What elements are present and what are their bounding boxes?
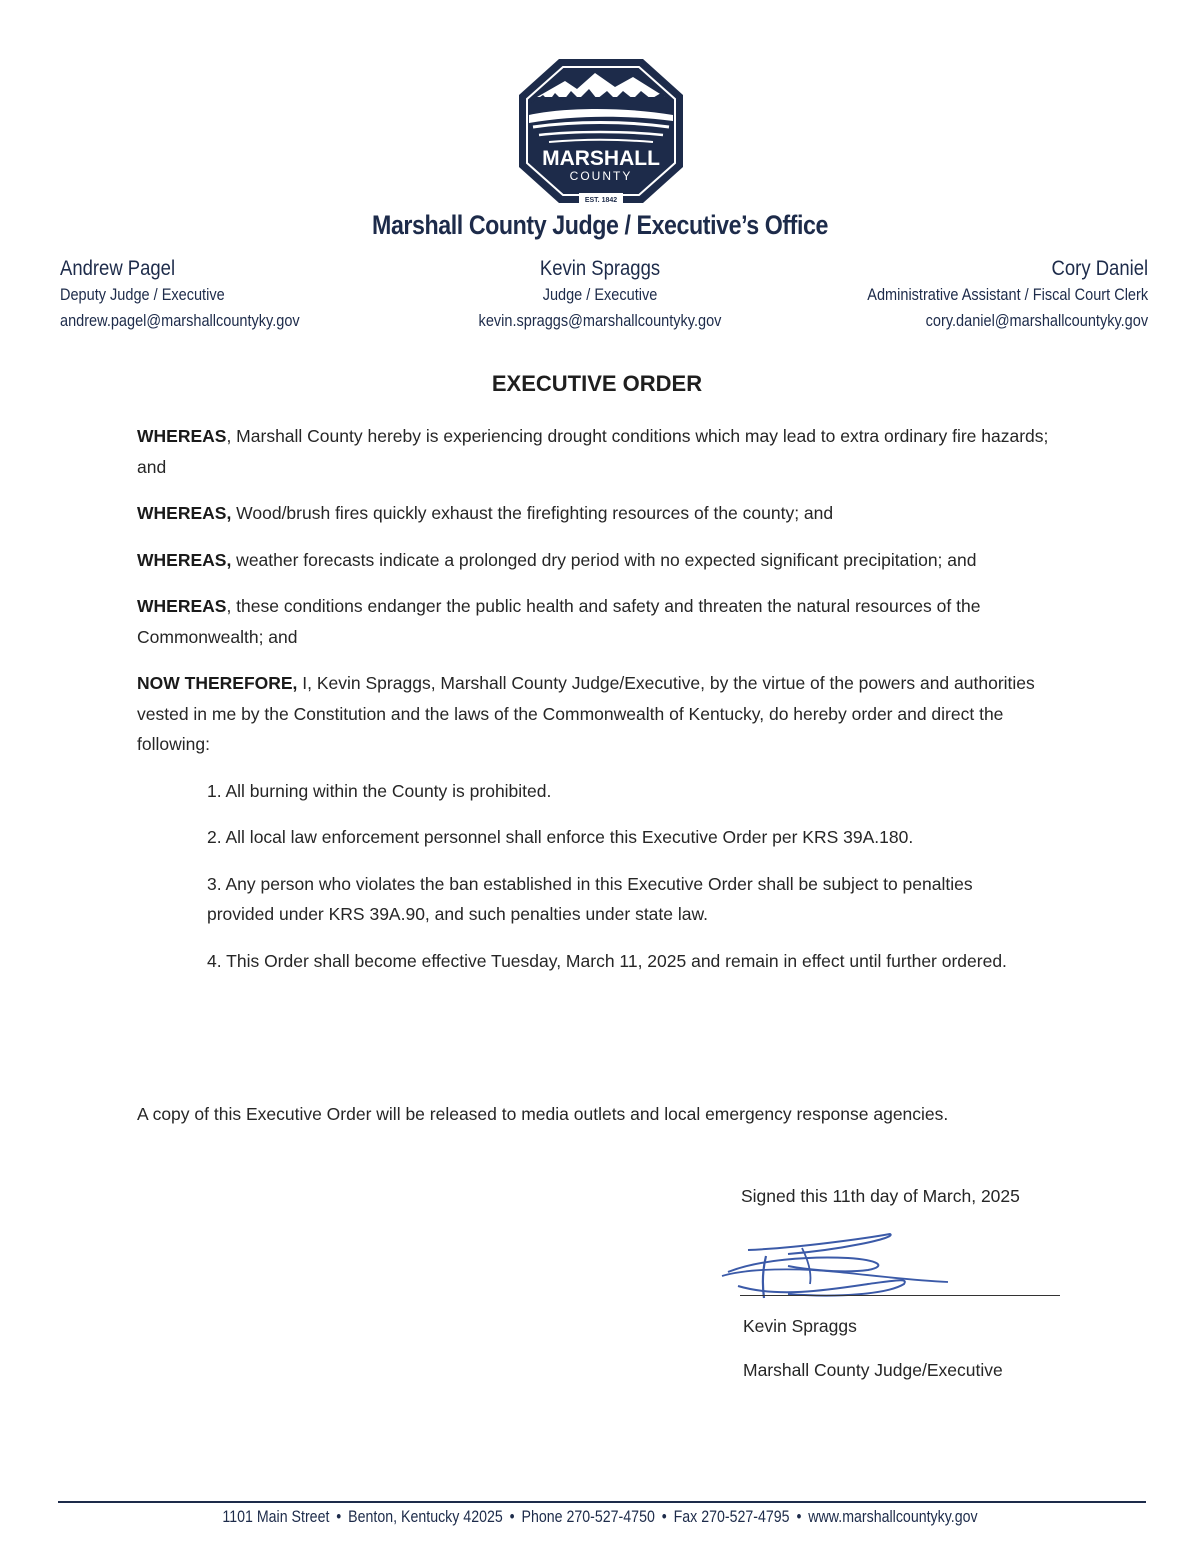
clause-lead: WHEREAS, [137,549,232,570]
clause-lead: NOW THEREFORE, [137,673,298,693]
footer-separator: • [509,1508,515,1526]
staff-role: Administrative Assistant / Fiscal Court Clerk [867,286,1148,304]
clause-text: weather forecasts indicate a prolonged dry period with no expected significant precipitation; and [231,549,977,570]
order-item: 1. All burning within the County is prohibited. [207,780,552,801]
staff-name: Andrew Pagel [60,257,176,280]
staff-role: Judge / Executive [542,286,658,304]
order-item: 2. All local law enforcement personnel shall enforce this Executive Order per KRS 39A.180. [207,827,914,847]
staff-email: kevin.spraggs@marshallcountyky.gov [478,312,722,330]
whereas-clause [137,421,1067,482]
footer-phone: Phone 270-527-4750 [521,1508,655,1526]
whereas-clause [137,498,1067,529]
clause-text: I, Kevin Spraggs, Marshall County Judge/Executive, by the virtue of the powers and authorities vested in me by the Constitution and the laws of the Commonwealth of Kentucky, do hereby order and direct the following: [137,673,1035,754]
order-item: 3. Any person who violates the ban established in this Executive Order shall be subject to penalties provided under KRS 39A.90, and such penalties under state law. [207,873,973,924]
office-title: Marshall County Judge / Executive’s Office [372,210,828,240]
staff-email: cory.daniel@marshallcountyky.gov [925,312,1148,330]
whereas-clause [137,591,1067,652]
signer-title: Marshall County Judge/Executive [743,1360,1003,1380]
clause-lead: WHEREAS, [137,503,232,523]
footer-city: Benton, Kentucky 42025 [348,1508,503,1526]
order-list [207,776,1067,977]
footer-fax: Fax 270-527-4795 [673,1508,790,1526]
signature-icon [718,1228,1068,1308]
clause-text: , Marshall County hereby is experiencing drought conditions which may lead to extra ordinary fire hazards; and [137,426,1049,477]
marshall-county-logo-icon [515,55,687,207]
now-therefore-clause [137,668,1067,760]
logo-name: MARSHALL [542,147,660,170]
clause-lead: WHEREAS [137,426,227,446]
clause-lead: WHEREAS [137,596,227,616]
footer-separator: • [661,1508,667,1526]
signed-date: Signed this 11th day of March, 2025 [741,1186,1020,1206]
staff-email: andrew.pagel@marshallcountyky.gov [60,312,300,330]
footer-contact [84,1508,1116,1527]
clause-text: , these conditions endanger the public health and safety and threaten the natural resources of the Commonwealth; and [137,596,981,647]
order-body [137,421,1067,992]
footer-separator: • [336,1508,342,1526]
footer-separator: • [796,1508,802,1526]
document-heading: EXECUTIVE ORDER [491,371,703,396]
logo-sub: COUNTY [569,169,633,183]
copy-notice: A copy of this Executive Order will be released to media outlets and local emergency response agencies. [137,1104,949,1124]
whereas-clause [137,545,1067,576]
signer-name: Kevin Spraggs [743,1316,857,1336]
staff-role: Deputy Judge / Executive [60,286,225,304]
footer-rule [58,1501,1146,1503]
clause-text: Wood/brush fires quickly exhaust the firefighting resources of the county; and [231,503,834,523]
footer-address: 1101 Main Street [222,1508,330,1526]
signature-line [740,1295,1060,1296]
staff-clerk [867,255,1148,334]
staff-name: Kevin Spraggs [539,257,661,280]
footer-website-link[interactable]: www.marshallcountyky.gov [808,1508,978,1526]
logo-est: EST. 1842 [584,197,618,204]
order-item: 4. This Order shall become effective Tuesday, March 11, 2025 and remain in effect until further ordered. [207,950,1007,971]
staff-name: Cory Daniel [1051,257,1148,280]
